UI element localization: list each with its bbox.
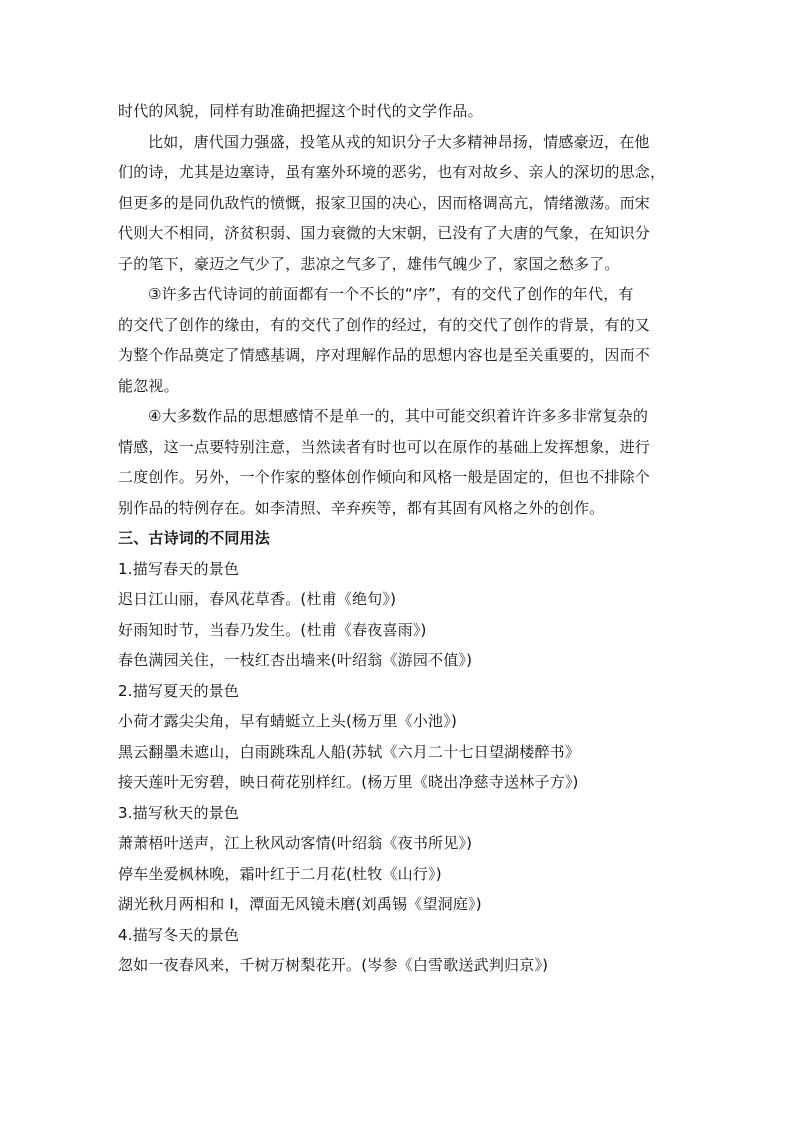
poem-line: 春色满园关住，一枝红杏出墙来(叶绍翁《游园不值》) (118, 651, 473, 669)
document-body (118, 96, 678, 981)
text-line: 代则大不相同，济贫积弱、国力衰微的大宋朝，已没有了大唐的气象，在知识分 (118, 224, 651, 242)
poem-line: 停车坐爱枫林晚，霜叶红于二月花(杜牧《山行》) (118, 864, 442, 883)
poem-group-winter (118, 920, 678, 981)
poem-group-title: 2.描写夏天的景色 (118, 681, 240, 700)
text-line: 但更多的是同仇敌忾的愤慨，报家卫国的决心，因而格调高亢，情绪激荡。而宋 (118, 193, 651, 212)
poem-line: 湖光秋月两相和 I，潭面无风镜未磨(刘禹锡《望洞庭》) (118, 895, 482, 913)
paragraph-tang-song-example (118, 127, 678, 280)
poem-group-title: 4.描写冬天的景色 (118, 925, 240, 944)
text-line: 比如，唐代国力强盛，投笔从戎的知识分子大多精神昂扬，情感豪迈，在他 (148, 132, 650, 151)
text-line: 情感，这一点要特别注意，当然读者有时也可以在原作的基础上发挥想象，进行 (118, 437, 651, 456)
text-line: 能忽视。 (118, 376, 179, 395)
poem-group-title: 3.描写秋天的景色 (118, 803, 240, 822)
text-line: 二度创作。另外，一个作家的整体创作倾向和风格一般是固定的，但也不排除个 (118, 468, 651, 486)
poem-group-autumn (118, 798, 678, 920)
section-heading: 三、古诗词的不同用法 (118, 529, 271, 547)
paragraph-intro-tail (118, 96, 678, 127)
text-line: 们的诗，尤其是边塞诗，虽有塞外环境的恶劣，也有对故乡、亲人的深切的思念， (118, 163, 666, 181)
text-line: 的交代了创作的缘由，有的交代了创作的经过，有的交代了创作的背景，有的又 (118, 315, 651, 334)
poem-line: 接天莲叶无穷碧，映日荷花别样红。(杨万里《晓出净慈寺送林子方》) (118, 773, 579, 791)
poem-line: 好雨知时节，当春乃发生。(杜甫《春夜喜雨》) (118, 620, 427, 639)
text-line: 别作品的特例存在。如李清照、辛弃疾等，都有其固有风格之外的创作。 (118, 498, 605, 517)
poem-line: 迟日江山丽，春风花草香。(杜甫《绝句》) (118, 590, 397, 608)
poem-line: 忽如一夜春风来，千树万树梨花开。(岑参《白雪歌送武判归京》) (118, 956, 549, 974)
poem-group-spring (118, 554, 678, 676)
text-line: ③许多古代诗词的前面都有一个不长的“序”，有的交代了创作的年代，有 (148, 285, 634, 303)
text-line: ④大多数作品的思想感情不是单一的，其中可能交织着许许多多非常复杂的 (148, 407, 649, 425)
paragraph-emotion (118, 401, 678, 523)
poem-group-title: 1.描写春天的景色 (118, 559, 240, 578)
poem-line: 萧萧梧叶送声，江上秋风动客情(叶绍翁《夜书所见》) (118, 834, 473, 852)
poem-line: 小荷才露尖尖角，早有蜻蜓立上头(杨万里《小池》) (118, 712, 458, 730)
poem-line: 黑云翻墨未遮山，白雨跳珠乱人船(苏轼《六月二十七日望湖楼醉书》 (118, 742, 581, 761)
paragraph-preface (118, 279, 678, 401)
text-line: 为整个作品奠定了情感基调，序对理解作品的思想内容也是至关重要的，因而不 (118, 346, 651, 364)
text-line: 时代的风貌，同样有助准确把握这个时代的文学作品。 (118, 102, 483, 120)
poem-group-summer (118, 676, 678, 798)
text-line: 子的笔下，豪迈之气少了，悲凉之气多了，雄伟气魄少了，家国之愁多了。 (118, 254, 620, 273)
